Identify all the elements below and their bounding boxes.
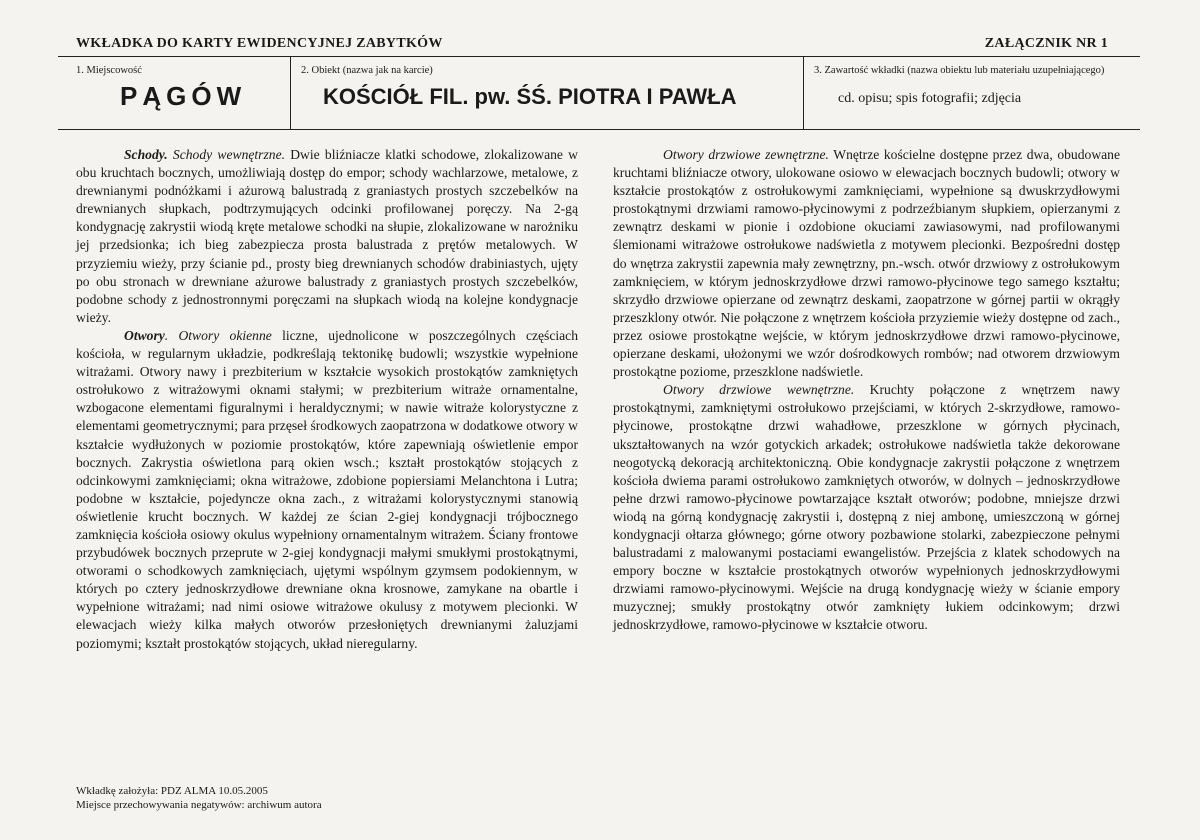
windows-subheading: . Otwory okienne: [164, 327, 272, 343]
content-cell: [803, 57, 1140, 129]
windows-paragraph: [76, 327, 578, 653]
object-cell: [290, 57, 803, 129]
document-title: WKŁADKA DO KARTY EWIDENCYJNEJ ZABYTKÓW: [76, 36, 443, 51]
footer: [76, 784, 322, 812]
object-label: 2. Obiekt (nazwa jak na karcie): [301, 65, 433, 76]
negatives-location: Miejsce przechowywania negatywów: archiwum autora: [76, 799, 322, 811]
place-cell: [58, 57, 290, 129]
header-table: [58, 56, 1140, 130]
created-by: Wkładkę założyła: PDZ ALMA 10.05.2005: [76, 785, 268, 797]
stairs-text: Dwie bliźniacze klatki schodowe, zlokalizowane w obu kruchtach bocznych, umożliwiają dostęp do empor; schody wachlarzowe, metalowe, z drewnianymi podnóżkami i ażurową balustradą z graniastych prostych szczebelków na drewnianych słupkach, podtrzymujących odcinki profilowanej poręczy. Na 2-gą kondygnację zakrystii wiodą kręte metalowe schodki na słupie, zlokalizowane w narożniku jej przedsionka; ich bieg zabezpiecza prosta balustrada z prętów metalowych. W przyziemiu wieży, przy ścianie pd., prosty bieg drewnianych schodów drabiniastych, ujęty po obu stronach w drewniane ażurowe balustrady z graniastych prostych szczebelków, podobne schody z jednostronnymi poręczami na słupkach wiodą na kolejne kondygnacje wieży.: [76, 147, 578, 325]
windows-text: liczne, ujednolicone w poszczególnych częściach kościoła, w regularnym układzie, podkreślają tektonikę budowli; wszystkie wypełnione witrażami. Otwory nawy i prezbiterium w kształcie wysokich prostokątów zamkniętych ostrołukowo z witrażowymi oknami stałymi; w prezbiterium witraże ornamentalne, wzbogacone elementami figuralnymi i heraldycznymi; w nawie witraże kolorystyczne z elementami geometrycznymi; para przęseł środkowych zaopatrzona w dodatkowe otwory w kształcie wydłużonych w poziomie prostokątów, które zapewniają oświetlenie empor bocznych. Zakrystia oświetlona parą okien wsch.; kształt prostokątów stojących z odcinkowymi zamknięciami; okna witrażowe, zdobione popiersiami Melanchtona i Lutra; podobne w kształcie, pojedyncze okna zach., z witrażami kolorystycznymi stanowią oświetlenie krucht bocznych. W każdej ze ścian 2-giej kondygnacji trójbocznego zamknięcia kościoła osiowy okulus wypełniony ornamentalnym witrażem. Ściany frontowe przybudówek bocznych przeprute w 2-giej kondygnacji małymi smukłymi prostokątnymi, otworami o schodkowych zamknięciach, ujętymi wspólnym gzymsem podokiennym, w których po cztery jednoskrzydłowe drewniane okna krosnowe, zamykane na obartle i wypełnione witrażami; nad nimi osiowe witrażowe okulusy z motywem plecionki. W elewacjach wieży kilka małych otworów przesłoniętych drewnianymi żaluzjami poziomymi; kształt prostokątów stojących, układ nieregularny.: [76, 327, 579, 651]
place-value: PĄGÓW: [120, 81, 247, 111]
interior-doors-text: Kruchty połączone z wnętrzem nawy prostokątnymi, zamkniętymi ostrołukowo przejściami, w których 2-skrzydłowe, ramowo-płycinowe, prostokątne drzwi wahadłowe, przeszklone w górnych płycinach, ukształtowanych na wzór gotyckich arkadek; ostrołukowe nadświetla także dekorowane neogotycką dekoracją architektoniczną. Obie kondygnacje zakrystii połączone z wnętrzem kościoła dwiema parami ostrołukowo zamkniętych otworów, w dolnych – jednoskrzydłowe pełne drzwi ramowo-płycinowe powtarzające kształt otworów; podobne, mniejsze drzwi wiodą na górną kondygnację zakrystii i, dostępną z niej ambonę, umieszczoną w górnej kondygnacji ołtarza głównego; górne otwory pozbawione stolarki, zabezpieczone pełnymi balustradami z malowanymi postaciami ewangelistów. Przejścia z klatek schodowych na empory boczne w kształcie prostokątnych otworów wypełnionych jednoskrzydłowymi drzwiami ramowo-płycinowymi. Wejście na drugą kondygnację wieży w ścianie empory muzycznej; smukły prostokątny otwór zamknięty łukiem odcinkowym; drzwi jednoskrzydłowe, ramowo-płycinowe w kształcie otworu.: [613, 382, 1120, 633]
interior-doors-subheading: Otwory drzwiowe wewnętrzne.: [663, 382, 855, 398]
left-column: [76, 146, 578, 653]
stairs-subheading: Schody wewnętrzne.: [172, 147, 285, 162]
stairs-paragraph: [76, 146, 578, 327]
exterior-doors-subheading: Otwory drzwiowe zewnętrzne.: [663, 147, 829, 162]
openings-heading: Otwory: [124, 327, 165, 343]
object-value: KOŚCIÓŁ FIL. pw. ŚŚ. PIOTRA I PAWŁA: [323, 84, 737, 109]
annex-number: ZAŁĄCZNIK NR 1: [984, 36, 1108, 51]
place-label: 1. Miejscowość: [76, 65, 142, 76]
right-column: [613, 146, 1120, 635]
interior-doors-paragraph: [613, 381, 1120, 634]
exterior-doors-paragraph: [613, 146, 1120, 381]
content-label: 3. Zawartość wkładki (nazwa obiektu lub materiału uzupełniającego): [814, 65, 1105, 76]
content-value: cd. opisu; spis fotografii; zdjęcia: [838, 91, 1022, 106]
exterior-doors-text: Wnętrze kościelne dostępne przez dwa, obudowane kruchtami bliźniacze otwory, ulokowane osiowo w elewacjach bocznych budowli; otwory w kształcie prostokątów z ostrołukowymi zamknięciami, wypełnione są dwuskrzydłowymi prostokątnymi drzwiami ramowo-płycinowymi z podrzeźbianym słupkiem, opierzanymi z zewnątrz deskami w pionie i ozdobione okuciami zawiasowymi, nad profilowanymi ślemionami witrażowe ostrołukowe nadświetla z motywem plecionki. Bezpośredni dostęp do wnętrza zakrystii zapewnia mały zewnętrzny, pn.-wsch. otwór drzwiowy z ostrołukowym zamknięciem, w którym jednoskrzydłowe drzwi ramowo-płycinowe tego samego kształtu; skrzydło drzwiowe opierzane od zewnątrz deskami, zaopatrzone w górnej partii w okrągły przeszklony otwór. Nie połączone z wnętrzem kościoła przyziemie wieży dostępne od zach., przez osiowe prostokątne wejście, w którym jednoskrzydłowe drzwi ramowo-płycinowe, opierzane deskami, ułożonymi we wzór dośrodkowych rombów; nad otworem drzwiowym prostokątne poziome, przeszklone nadświetle.: [613, 147, 1120, 380]
stairs-heading: Schody.: [124, 147, 168, 162]
